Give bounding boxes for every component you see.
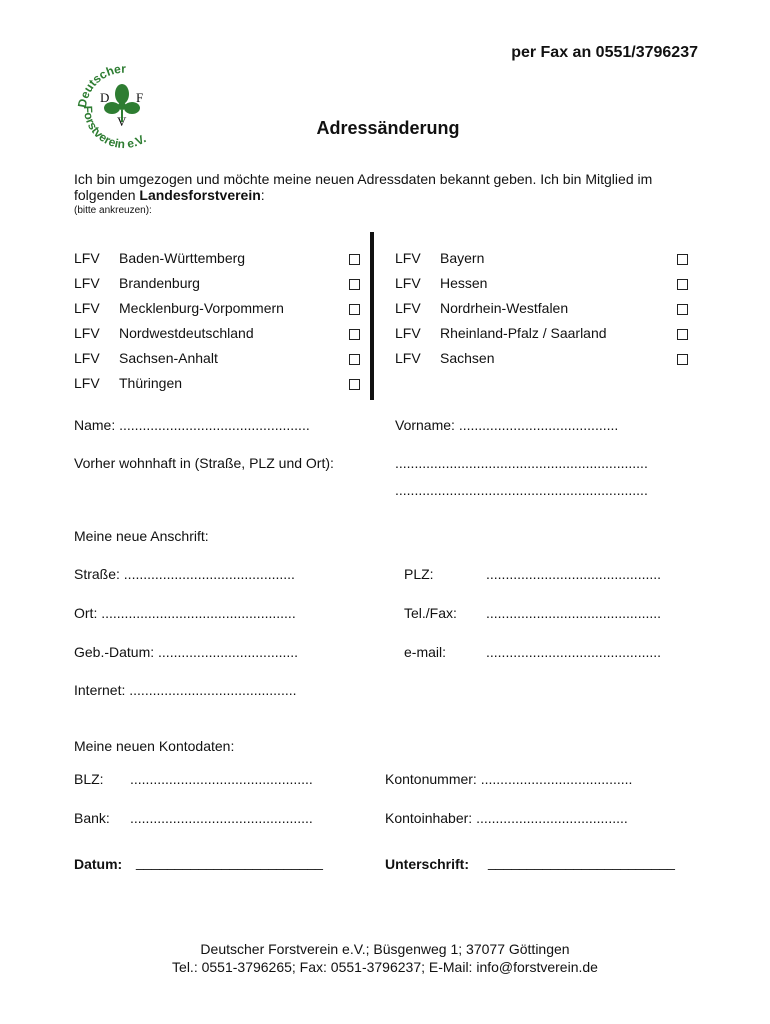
bank-field[interactable]: ...............................................	[130, 810, 313, 826]
intro-suffix: :	[260, 187, 265, 203]
lfv-prefix: LFV	[395, 350, 421, 366]
lfv-option[interactable]	[395, 275, 689, 295]
fax-number-header: per Fax an 0551/3796237	[511, 44, 698, 61]
lfv-prefix: LFV	[395, 300, 421, 316]
new-address-heading: Meine neue Anschrift:	[74, 528, 209, 544]
lfv-checkbox[interactable]	[349, 279, 360, 290]
lfv-checkbox[interactable]	[677, 354, 688, 365]
tel-fax-label: Tel./Fax:	[404, 605, 457, 621]
lfv-name: Thüringen	[119, 375, 183, 391]
blz-label: BLZ:	[74, 771, 104, 787]
lfv-option[interactable]	[395, 300, 689, 320]
column-divider	[370, 232, 374, 400]
intro-emphasis: Landesforstverein	[139, 187, 261, 203]
lfv-checkbox[interactable]	[349, 254, 360, 265]
lfv-option[interactable]	[74, 325, 361, 345]
lfv-prefix: LFV	[74, 250, 100, 266]
lfv-option[interactable]	[74, 300, 361, 320]
account-holder-field[interactable]: Kontoinhaber: .......................................	[385, 810, 628, 826]
lfv-prefix: LFV	[395, 275, 421, 291]
lfv-name: Nordwestdeutschland	[119, 325, 254, 341]
signature-label: Unterschrift:	[385, 856, 470, 872]
dfv-logo	[72, 64, 172, 154]
oak-leaf-logo-icon	[72, 64, 172, 154]
name-field[interactable]: Name: .................................................	[74, 417, 310, 433]
lfv-name: Brandenburg	[119, 275, 200, 291]
lfv-name: Baden-Württemberg	[119, 250, 246, 266]
lfv-prefix: LFV	[395, 250, 421, 266]
svg-text:D: D	[100, 90, 110, 105]
lfv-prefix: LFV	[74, 375, 100, 391]
lfv-name: Bayern	[440, 250, 485, 266]
lfv-option[interactable]	[74, 350, 361, 370]
birthdate-field[interactable]: Geb.-Datum: ....................................	[74, 644, 299, 660]
plz-field[interactable]: .............................................	[486, 566, 662, 582]
lfv-option[interactable]	[74, 375, 361, 395]
bank-details-heading: Meine neuen Kontodaten:	[74, 738, 235, 754]
lfv-checkbox[interactable]	[349, 304, 360, 315]
lfv-checkbox[interactable]	[677, 279, 688, 290]
lfv-option[interactable]	[74, 250, 361, 270]
lfv-option[interactable]	[395, 250, 689, 270]
lfv-prefix: LFV	[74, 350, 100, 366]
lfv-option[interactable]	[74, 275, 361, 295]
lfv-checkbox[interactable]	[349, 379, 360, 390]
footer-address: Deutscher Forstverein e.V.; Büsgenweg 1; 37077 Göttingen	[200, 941, 570, 957]
date-line[interactable]: ________________________	[136, 854, 323, 870]
lfv-name: Nordrhein-Westfalen	[440, 300, 569, 316]
previous-address-line-2[interactable]: .................................................................	[395, 482, 648, 498]
lfv-checkbox[interactable]	[677, 304, 688, 315]
footer-contact: Tel.: 0551-3796265; Fax: 0551-3796237; E-Mail: info@forstverein.de	[172, 959, 598, 975]
lfv-checkbox[interactable]	[677, 254, 688, 265]
vorname-field[interactable]: Vorname: .........................................	[395, 417, 619, 433]
account-number-field[interactable]: Kontonummer: .......................................	[385, 771, 633, 787]
lfv-checkbox[interactable]	[349, 329, 360, 340]
lfv-name: Mecklenburg-Vorpommern	[119, 300, 284, 316]
lfv-name: Rheinland-Pfalz / Saarland	[440, 325, 607, 341]
tel-fax-field[interactable]: .............................................	[486, 605, 662, 621]
lfv-option[interactable]	[395, 350, 689, 370]
city-field[interactable]: Ort: ..................................................	[74, 605, 296, 621]
lfv-name: Sachsen-Anhalt	[119, 350, 218, 366]
logo-text-bottom: Forstverein e.V.	[80, 105, 149, 152]
lfv-name: Hessen	[440, 275, 488, 291]
bank-label: Bank:	[74, 810, 110, 826]
lfv-prefix: LFV	[74, 300, 100, 316]
page-title: Adressänderung	[316, 118, 460, 138]
street-field[interactable]: Straße: ............................................	[74, 566, 295, 582]
checkbox-hint: (bitte ankreuzen):	[74, 205, 152, 216]
intro-body: Ich bin umgezogen und möchte meine neuen Adressdaten bekannt geben. Ich bin Mitglied im folgenden	[74, 171, 653, 203]
intro-text	[74, 171, 704, 203]
plz-label: PLZ:	[404, 566, 434, 582]
internet-field[interactable]: Internet: ...........................................	[74, 682, 297, 698]
lfv-checkbox[interactable]	[349, 354, 360, 365]
email-label: e-mail:	[404, 644, 447, 660]
signature-line[interactable]: ________________________	[488, 854, 675, 870]
blz-field[interactable]: ...............................................	[130, 771, 313, 787]
lfv-prefix: LFV	[395, 325, 421, 341]
lfv-name: Sachsen	[440, 350, 495, 366]
lfv-prefix: LFV	[74, 325, 100, 341]
date-label: Datum:	[74, 856, 123, 872]
previous-address-label: Vorher wohnhaft in (Straße, PLZ und Ort):	[74, 455, 334, 471]
email-field[interactable]: .............................................	[486, 644, 662, 660]
logo-text-top: Deutscher	[74, 64, 126, 109]
lfv-checkbox[interactable]	[677, 329, 688, 340]
svg-text:V: V	[117, 114, 127, 129]
svg-text:F: F	[136, 90, 144, 105]
lfv-option[interactable]	[395, 325, 689, 345]
lfv-prefix: LFV	[74, 275, 100, 291]
previous-address-line-1[interactable]: .................................................................	[395, 455, 648, 471]
